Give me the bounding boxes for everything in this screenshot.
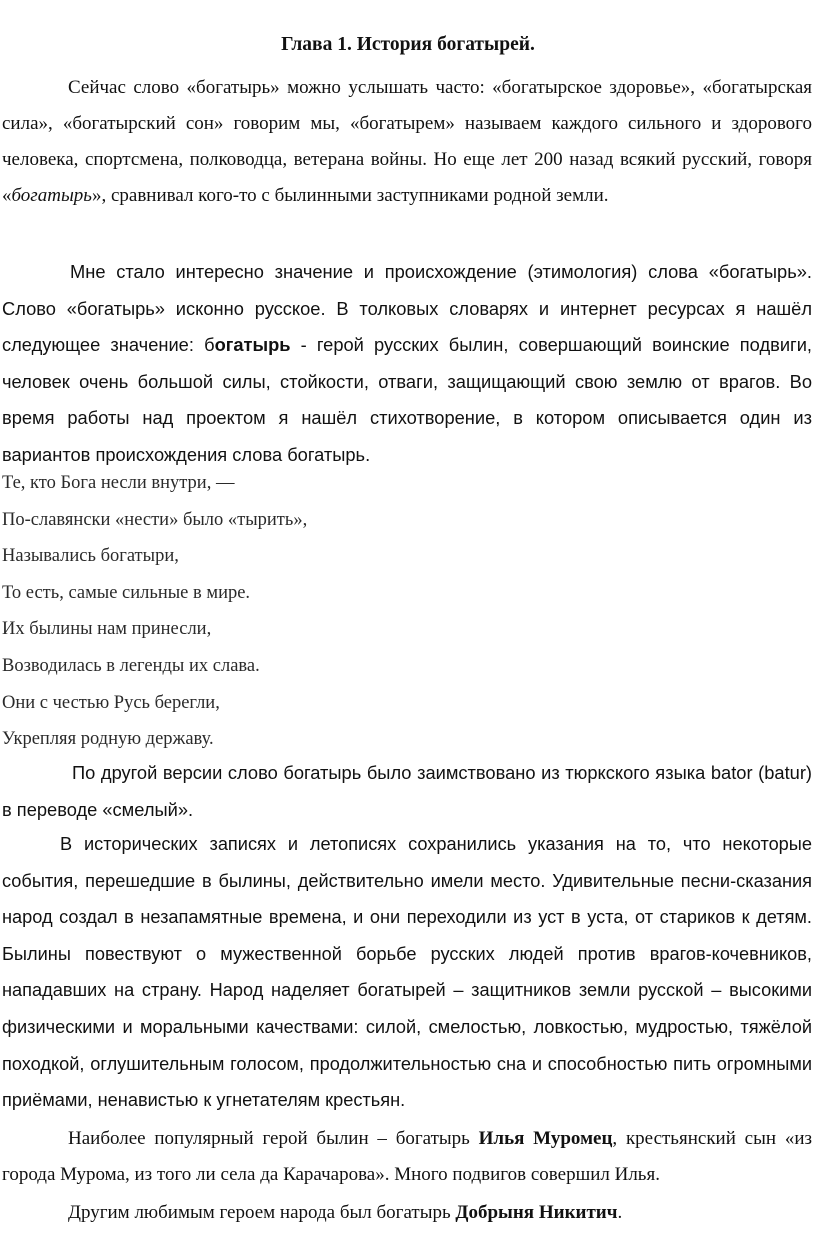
paragraph-etymology-text-b: - герой русских былин, совершающий воинские подвиги, человек очень большой силы, стойкости, отваги, защищающий свою землю от врагов. Во время работы над проектом я нашёл стихотворение, в котором описывается один из вариантов происхождения слова богатырь. [2,334,812,465]
paragraph-intro [2,70,812,214]
paragraph-etymology-bold: огатырь [214,334,291,356]
poem-line: Те, кто Бога несли внутри, — [2,473,235,493]
paragraph-ilya-text-a: Наиболее популярный герой былин – богатырь [68,1128,479,1149]
poem-line: Их былины нам принесли, [2,619,212,640]
paragraph-ilya-muromets [2,1121,812,1193]
poem-line: То есть, самые сильные в мире. [2,582,251,603]
poem-line: Укрепляя родную державу. [2,729,214,750]
paragraph-ilya-text-b: , крестьянский сын «из города Мурома, из того ли села да Карачарова». Много подвигов совершил Илья. [2,1128,812,1185]
poem-line: Возводилась в легенды их слава. [2,655,260,676]
hero-name-dobrynya: Добрыня Никитич [455,1202,618,1223]
paragraph-historical-records: В исторических записях и летописях сохранились указания на то, что некоторые события, перешедшие в былины, действительно имели место. Удивительные песни-сказания народ создал в незапамятные времена, и они переходили из уст в уста, от стариков к детям. Былины повествуют о мужественной борьбе русских людей против врагов-кочевников, нападавших на страну. Народ наделяет богатырей – защитников земли русской – высокими физическими и моральными качествами: силой, смелостью, ловкостью, мудростью, тяжёлой походкой, оглушительным голосом, продолжительностью сна и способностью пить огромными приёмами, ненавистью к угнетателям крестьян. [2,834,812,1111]
paragraph-dobrynya-text-b: . [617,1202,623,1223]
poem-line: Они с честью Русь берегли, [2,692,220,713]
hero-name-ilya: Илья Муромец [478,1128,613,1149]
paragraph-intro-text-a: Сейчас слово «богатырь» можно услышать часто: «богатырское здоровье», «богатырская сила», «богатырский сон» говорим мы, «богатырем» называем каждого сильного и здорового человека, спортсмена, полководца, ветерана войны. Но еще лет 200 назад всякий русский, говоря « [2,77,812,206]
paragraph-dobrynya-text-a: Другим любимым героем народа был богатырь [68,1202,456,1223]
paragraph-turkic-version: По другой версии слово богатырь было заимствовано из тюркского языка bator (batur) в переводе «смелый». [2,762,812,820]
paragraph-dobrynya-nikitich [2,1195,812,1231]
paragraph-etymology [2,254,812,474]
poem [2,465,812,758]
paragraph-intro-italic: богатырь [11,185,92,206]
paragraph-intro-text-b: », сравнивал кого-то с былинными заступниками родной земли. [91,185,609,206]
paragraph-etymology-text-a: Мне стало интересно значение и происхождение (этимология) слова «богатырь». Слово «богатырь» исконно русское. В толковых словарях и интернет ресурсах я нашёл следующее значение: б [2,261,812,356]
chapter-title: Глава 1. История богатырей. [281,34,535,55]
poem-line: Назывались богатыри, [2,546,179,567]
poem-line: По-славянски «нести» было «тырить», [2,509,308,530]
